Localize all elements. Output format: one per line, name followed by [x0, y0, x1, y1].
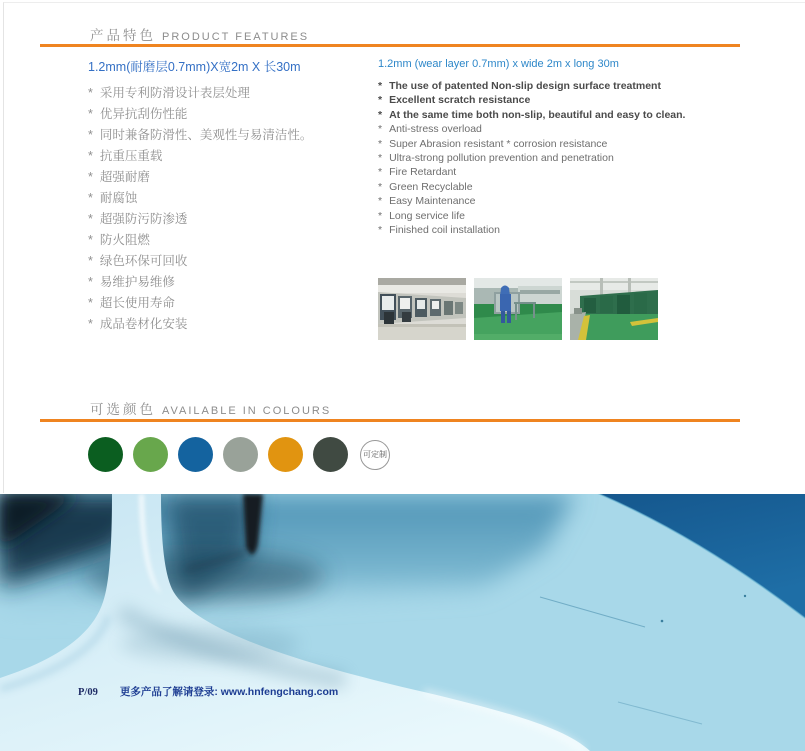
colour-swatch [223, 437, 258, 472]
hero-image-floor-coating [0, 494, 805, 751]
features-section-header [90, 24, 309, 45]
page-number: P/09 [78, 687, 98, 698]
feature-item-zh: * 抗重压重载 [88, 146, 380, 167]
colour-swatches [88, 437, 358, 472]
colours-title-zh: 可选颜色 [90, 402, 156, 417]
spec-line-zh: 1.2mm(耐磨层0.7mm)X宽2m X 长30m [88, 60, 301, 74]
custom-colour-label: 可定制 [363, 450, 387, 459]
colour-swatch [133, 437, 168, 472]
features-title-zh: 产品特色 [90, 28, 156, 43]
feature-item-en: * Easy Maintenance [378, 194, 688, 208]
colour-swatch [268, 437, 303, 472]
feature-item-en: * Fire Retardant [378, 165, 688, 179]
colour-swatch [313, 437, 348, 472]
feature-item-en: * At the same time both non-slip, beautiful and easy to clean. [378, 108, 688, 122]
feature-item-zh: * 同时兼备防滑性、美观性与易清洁性。 [88, 125, 380, 146]
features-column-en [378, 58, 688, 237]
spec-line-en: 1.2mm (wear layer 0.7mm) x wide 2m x long 30m [378, 58, 619, 70]
factory-photo-row [378, 278, 658, 340]
hero-footer [78, 684, 338, 699]
colour-swatch [178, 437, 213, 472]
features-divider [40, 44, 740, 47]
colours-divider [40, 419, 740, 422]
factory-photo-worker-green-floor [474, 278, 562, 340]
feature-item-zh: * 超长使用寿命 [88, 293, 380, 314]
feature-item-en: * Finished coil installation [378, 223, 688, 237]
colour-swatch [88, 437, 123, 472]
features-title-en: PRODUCT FEATURES [162, 31, 310, 43]
feature-item-zh: * 耐腐蚀 [88, 188, 380, 209]
feature-item-zh: * 成品卷材化安装 [88, 314, 380, 335]
feature-item-zh: * 易维护易维修 [88, 272, 380, 293]
colours-section-header [90, 398, 331, 419]
colour-swatch-row [88, 437, 390, 472]
feature-item-zh: * 绿色环保可回收 [88, 251, 380, 272]
feature-list-en [378, 79, 688, 237]
feature-item-en: * Excellent scratch resistance [378, 93, 688, 107]
factory-photo-green-machines [570, 278, 658, 340]
factory-photo-machinery-hall [378, 278, 466, 340]
colours-title-en: AVAILABLE IN COLOURS [162, 405, 332, 417]
feature-item-zh: * 超强耐磨 [88, 167, 380, 188]
feature-item-en: * Green Recyclable [378, 180, 688, 194]
feature-item-en: * Long service life [378, 209, 688, 223]
feature-item-en: * Ultra-strong pollution prevention and penetration [378, 151, 688, 165]
feature-item-zh: * 优异抗刮伤性能 [88, 104, 380, 125]
feature-item-zh: * 采用专利防滑设计表层处理 [88, 83, 380, 104]
feature-item-zh: * 超强防污防渗透 [88, 209, 380, 230]
feature-item-en: * Super Abrasion resistant * corrosion resistance [378, 137, 688, 151]
feature-list-zh [88, 83, 380, 335]
feature-item-en: * Anti-stress overload [378, 122, 688, 136]
feature-item-en: * The use of patented Non-slip design surface treatment [378, 79, 688, 93]
feature-item-zh: * 防火阻燃 [88, 230, 380, 251]
custom-colour-circle [360, 440, 390, 470]
features-column-zh [88, 57, 380, 335]
footer-website-text: 更多产品了解请登录: www.hnfengchang.com [119, 686, 339, 698]
